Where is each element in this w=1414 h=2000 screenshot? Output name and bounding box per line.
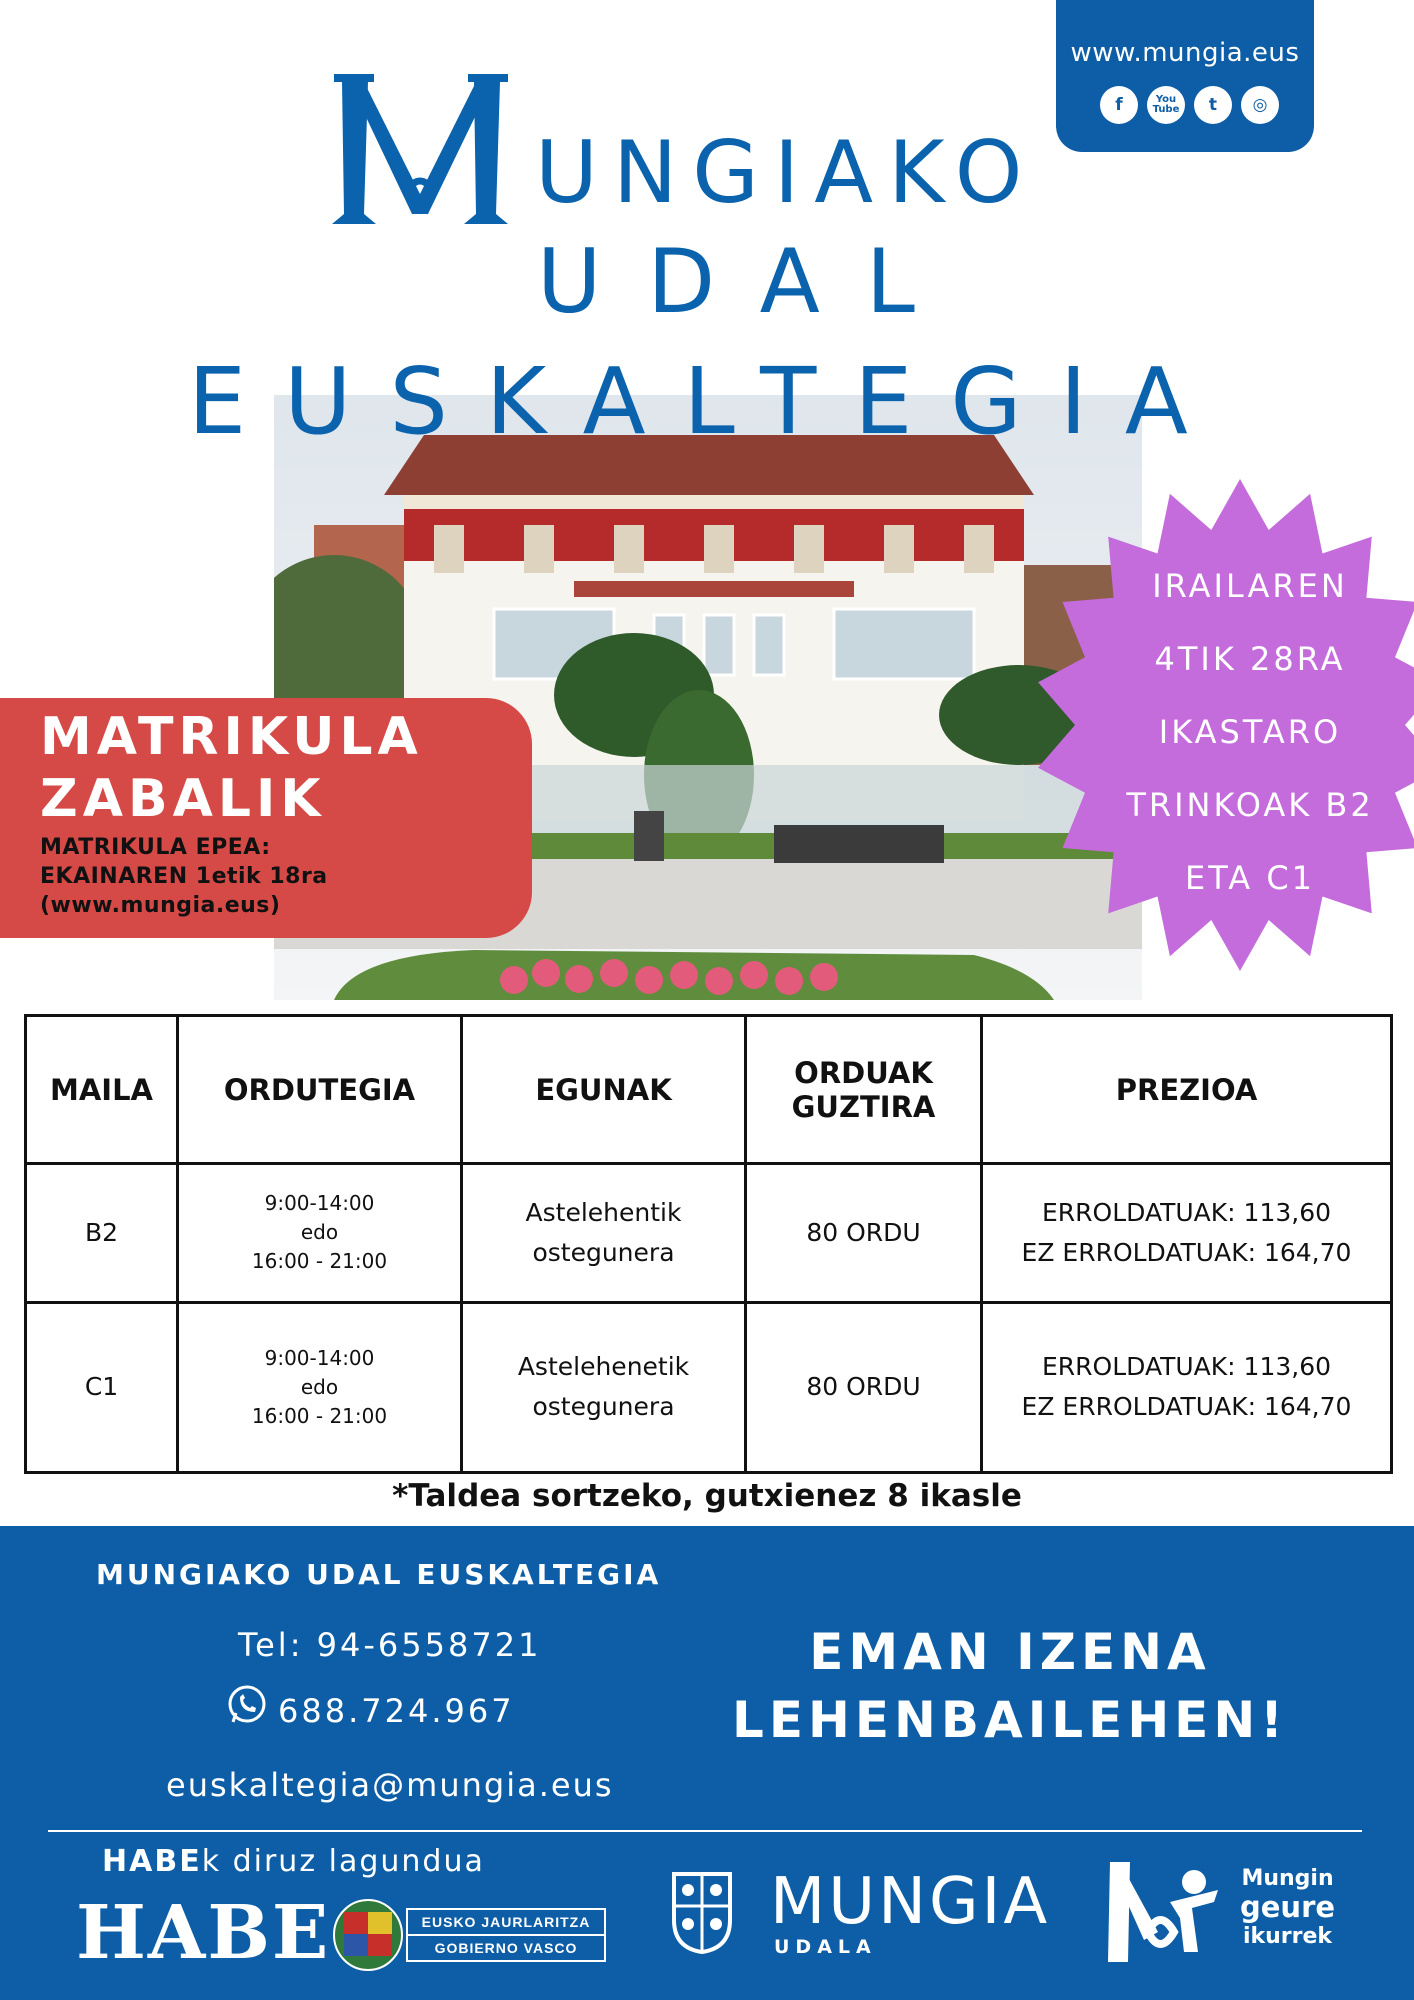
- header-ordutegia: ORDUTEGIA: [178, 1016, 462, 1164]
- mungia-shield-icon: [670, 1870, 734, 1954]
- cta-line: EMAN IZENA: [809, 1623, 1211, 1681]
- star-line: IRAILAREN: [1152, 567, 1348, 605]
- ordutegia-line: 16:00 - 21:00: [251, 1249, 388, 1274]
- geure-line: geure: [1240, 1890, 1336, 1924]
- footer-divider: [48, 1830, 1362, 1832]
- habe-logo: HABE: [76, 1890, 331, 1976]
- mungia-logo: MUNGIA: [770, 1865, 1051, 1939]
- title-line-2: UDAL: [537, 230, 961, 333]
- title-line-1: UNGIAKO: [535, 123, 1038, 223]
- egunak-line: ostegunera: [532, 1392, 675, 1422]
- table-header-row: [26, 1016, 1392, 1164]
- cell-maila: B2: [26, 1164, 178, 1302]
- table-row: [26, 1302, 1392, 1472]
- star-line: IKASTARO: [1158, 713, 1342, 751]
- cell-maila: C1: [26, 1302, 178, 1472]
- website-link[interactable]: www.mungia.eus: [1070, 38, 1300, 68]
- footer-org-name: MUNGIAKO UDAL EUSKALTEGIA: [96, 1558, 662, 1591]
- ordutegia-line: edo: [300, 1220, 339, 1245]
- matrikula-period-link[interactable]: (www.mungia.eus): [40, 893, 281, 918]
- header-egunak: EGUNAK: [462, 1016, 746, 1164]
- footer-phone[interactable]: Tel: 94-6558721: [238, 1626, 542, 1664]
- header-orduak: ORDUAK GUZTIRA: [746, 1016, 982, 1164]
- ordutegia-line: 16:00 - 21:00: [251, 1403, 388, 1428]
- footer: [0, 1526, 1414, 2000]
- geure-line: Mungin: [1241, 1866, 1334, 1891]
- group-size-note: *Taldea sortzeko, gutxienez 8 ikasle: [392, 1478, 1022, 1514]
- whatsapp-icon: [226, 1684, 268, 1726]
- mungia-m-logo-icon: [328, 74, 513, 230]
- footer-cta: [700, 1618, 1320, 1754]
- habe-funding-text: [102, 1844, 485, 1879]
- prezioa-line: EZ ERROLDATUAK: 164,70: [1021, 1392, 1352, 1422]
- cell-ordutegia: [178, 1164, 462, 1302]
- matrikula-period-label: MATRIKULA EPEA:: [40, 835, 271, 860]
- cell-ordutegia: [178, 1302, 462, 1472]
- basque-government-logo: [406, 1908, 606, 1962]
- course-table: [24, 1014, 1393, 1474]
- facebook-icon[interactable]: f: [1100, 86, 1138, 124]
- prezioa-line: ERROLDATUAK: 113,60: [1041, 1352, 1332, 1382]
- mungia-udala-label: UDALA: [774, 1936, 877, 1958]
- twitter-icon[interactable]: t: [1194, 86, 1232, 124]
- youtube-icon[interactable]: You Tube: [1147, 86, 1185, 124]
- table-row: [26, 1164, 1392, 1302]
- cell-egunak: [462, 1164, 746, 1302]
- matrikula-title: MATRIKULA ZABALIK: [40, 707, 423, 829]
- title-line-3: EUSKALTEGIA: [188, 348, 1226, 455]
- geure-line: ikurrek: [1242, 1924, 1333, 1949]
- matrikula-period-dates: EKAINAREN 1etik 18ra: [40, 864, 328, 889]
- cell-egunak: [462, 1302, 746, 1472]
- footer-email[interactable]: euskaltegia@mungia.eus: [166, 1766, 614, 1804]
- habe-rest: k diruz lagundua: [201, 1844, 485, 1879]
- cell-prezioa: [982, 1302, 1392, 1472]
- instagram-icon[interactable]: ◎: [1241, 86, 1279, 124]
- header-prezioa: PREZIOA: [982, 1016, 1392, 1164]
- egunak-line: Astelehenetik: [517, 1352, 690, 1382]
- social-icons: [1100, 86, 1279, 124]
- star-line: ETA C1: [1184, 859, 1316, 897]
- matrikula-banner: [0, 698, 532, 938]
- prezioa-line: EZ ERROLDATUAK: 164,70: [1021, 1237, 1352, 1267]
- star-text: [1080, 550, 1414, 915]
- cell-orduak: 80 ORDU: [746, 1164, 982, 1302]
- habe-bold: HABE: [102, 1844, 202, 1879]
- matrikula-period: [40, 833, 328, 920]
- basque-government-shield-icon: [332, 1898, 404, 1972]
- ordutegia-line: 9:00-14:00: [264, 1345, 375, 1370]
- cta-line: LEHENBAILEHEN!: [732, 1691, 1288, 1749]
- footer-whatsapp[interactable]: 688.724.967: [278, 1692, 515, 1730]
- egunak-line: Astelehentik: [525, 1197, 682, 1227]
- geure-ikurrek-logo-icon: [1100, 1852, 1224, 1970]
- ordutegia-line: edo: [300, 1374, 339, 1399]
- gv-line: GOBIERNO VASCO: [408, 1934, 604, 1960]
- star-line: 4TIK 28RA: [1154, 640, 1346, 678]
- egunak-line: ostegunera: [532, 1237, 675, 1267]
- prezioa-line: ERROLDATUAK: 113,60: [1041, 1197, 1332, 1227]
- geure-ikurrek-text: [1240, 1864, 1335, 1951]
- cell-prezioa: [982, 1164, 1392, 1302]
- ordutegia-line: 9:00-14:00: [264, 1191, 375, 1216]
- cell-orduak: 80 ORDU: [746, 1302, 982, 1472]
- website-box: [1056, 0, 1314, 152]
- star-line: TRINKOAK B2: [1126, 786, 1374, 824]
- header-maila: MAILA: [26, 1016, 178, 1164]
- gv-line: EUSKO JAURLARITZA: [421, 1914, 591, 1930]
